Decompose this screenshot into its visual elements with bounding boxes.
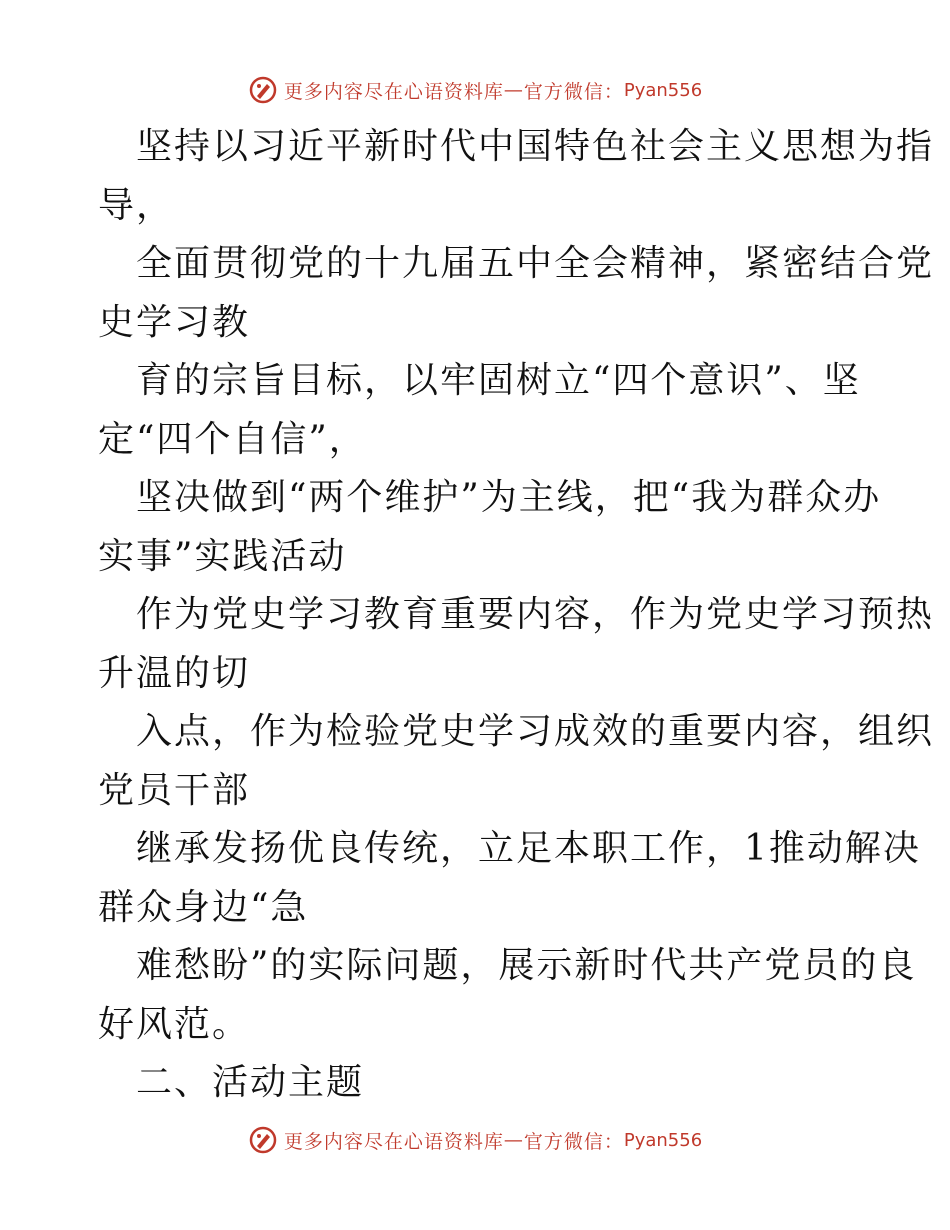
watermark-dash: —	[503, 79, 524, 101]
paragraph-line: 定“四个自信”，	[98, 418, 367, 460]
paragraph-line: 难愁盼”的实际问题，展示新时代共产党员的良	[136, 945, 917, 986]
paragraph-line: 升温的切	[98, 652, 251, 694]
watermark-site-text: 更多内容尽在心语资料库	[283, 1130, 504, 1153]
paragraph-line: 入点，作为检验党史学习成效的重要内容，组织	[136, 711, 935, 752]
paragraph-line: 群众身边“急	[98, 886, 309, 928]
paragraph-line: 史学习教	[98, 301, 251, 343]
paragraph-line: 坚决做到“两个维护”为主线，把“我为群众办	[136, 477, 882, 518]
section-heading: 二、活动主题	[136, 1062, 365, 1103]
watermark-wechat-id: Pyan556	[623, 79, 703, 101]
pen-logo-icon	[248, 75, 278, 105]
document-body	[98, 118, 935, 1113]
header-watermark	[0, 70, 950, 110]
watermark-wechat-id: Pyan556	[623, 1129, 703, 1151]
paragraph-line: 育的宗旨目标，以牢固树立“四个意识”、坚	[136, 360, 861, 401]
watermark-dash: —	[503, 1129, 524, 1151]
watermark-wechat-label: 官方微信：	[523, 1130, 624, 1153]
watermark-site-text: 更多内容尽在心语资料库	[283, 80, 504, 103]
paragraph-line: 党员干部	[98, 769, 251, 811]
paragraph-line: 全面贯彻党的十九届五中全会精神，紧密结合党	[136, 243, 935, 284]
paragraph-line: 导，	[98, 184, 175, 226]
paragraph-line: 继承发扬优良传统，立足本职工作，1推动解决	[136, 828, 921, 869]
paragraph-line: 坚持以习近平新时代中国特色社会主义思想为指	[136, 126, 935, 167]
pen-logo-icon	[248, 1125, 278, 1155]
watermark-wechat-label: 官方微信：	[523, 80, 624, 103]
paragraph-line: 好风范。	[98, 1003, 251, 1045]
paragraph-line: 作为党史学习教育重要内容，作为党史学习预热	[136, 594, 935, 635]
paragraph-line: 实事”实践活动	[98, 535, 347, 577]
footer-watermark	[0, 1120, 950, 1160]
